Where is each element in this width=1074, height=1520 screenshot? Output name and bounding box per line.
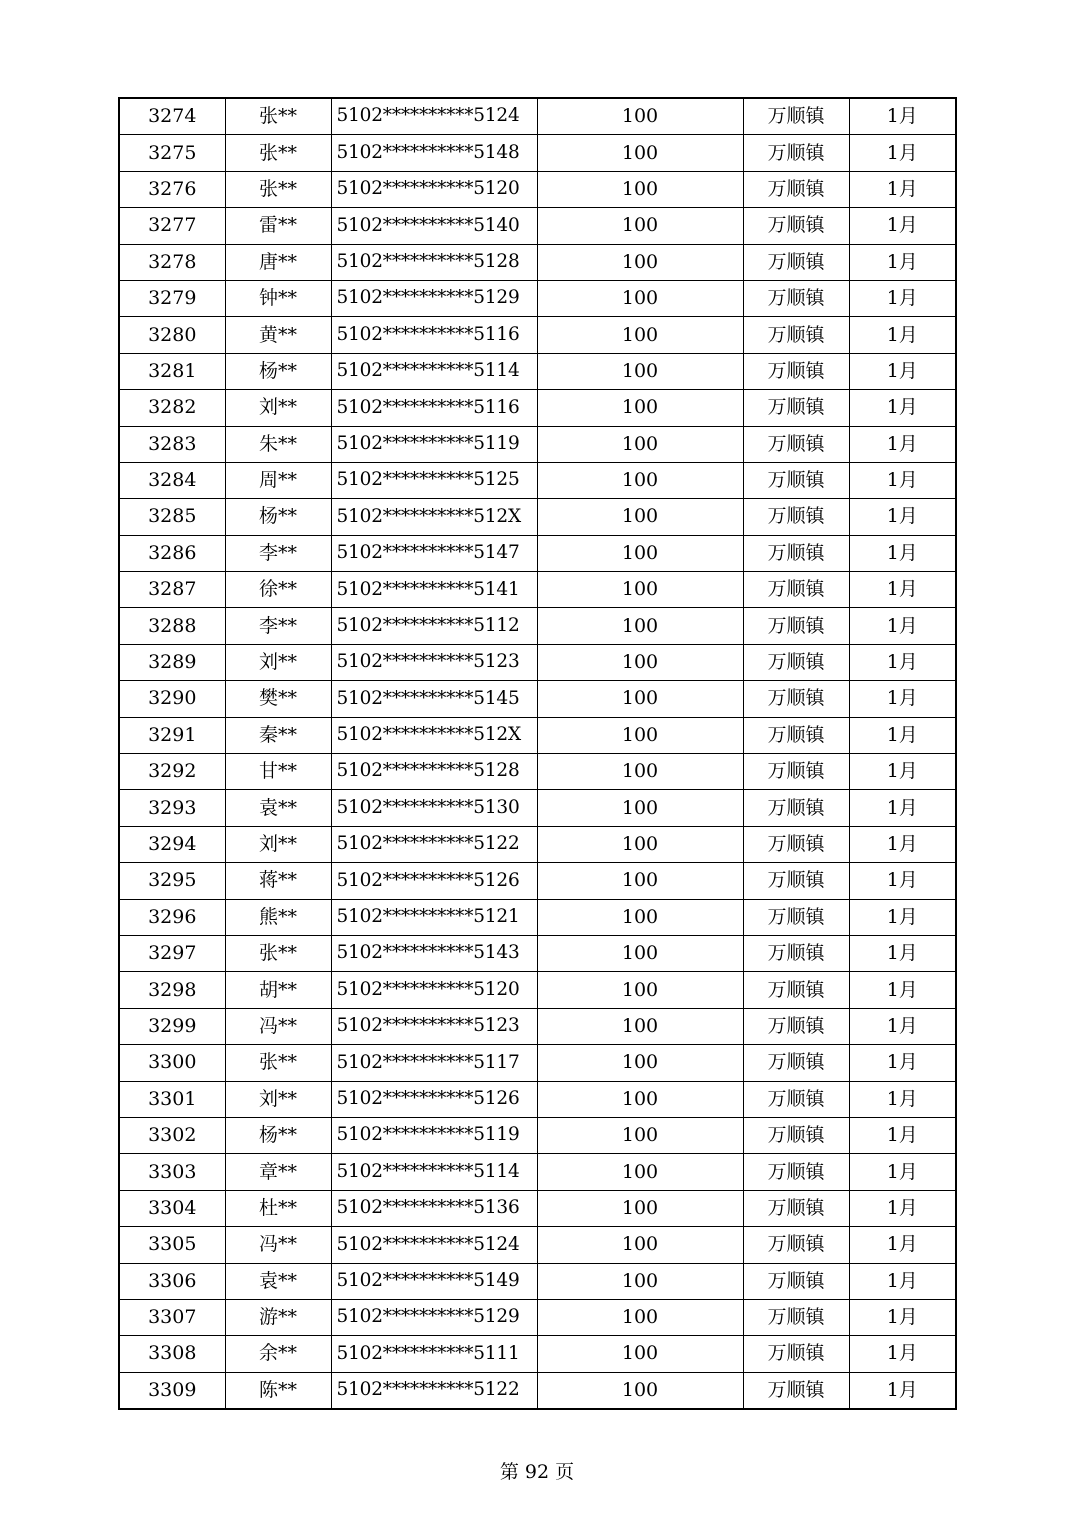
table-row bbox=[119, 1336, 956, 1372]
id-number-cell: 5102**********5126 bbox=[331, 863, 537, 899]
month-cell: 1月 bbox=[849, 644, 956, 680]
id-number-cell: 5102**********5128 bbox=[331, 754, 537, 790]
month-cell: 1月 bbox=[849, 499, 956, 535]
serial-cell: 3291 bbox=[119, 717, 225, 753]
name-cell: 樊** bbox=[225, 681, 331, 717]
town-cell: 万顺镇 bbox=[743, 317, 849, 353]
month-cell: 1月 bbox=[849, 681, 956, 717]
amount-cell: 100 bbox=[537, 244, 743, 280]
town-cell: 万顺镇 bbox=[743, 572, 849, 608]
serial-cell: 3302 bbox=[119, 1117, 225, 1153]
serial-cell: 3299 bbox=[119, 1008, 225, 1044]
month-cell: 1月 bbox=[849, 353, 956, 389]
table-row bbox=[119, 935, 956, 971]
name-cell: 刘** bbox=[225, 644, 331, 680]
records-table bbox=[118, 97, 957, 1410]
table-row bbox=[119, 681, 956, 717]
month-cell: 1月 bbox=[849, 171, 956, 207]
serial-cell: 3285 bbox=[119, 499, 225, 535]
serial-cell: 3292 bbox=[119, 754, 225, 790]
town-cell: 万顺镇 bbox=[743, 608, 849, 644]
amount-cell: 100 bbox=[537, 1045, 743, 1081]
amount-cell: 100 bbox=[537, 353, 743, 389]
serial-cell: 3283 bbox=[119, 426, 225, 462]
month-cell: 1月 bbox=[849, 135, 956, 171]
town-cell: 万顺镇 bbox=[743, 1008, 849, 1044]
id-number-cell: 5102**********5120 bbox=[331, 171, 537, 207]
serial-cell: 3294 bbox=[119, 826, 225, 862]
table-row bbox=[119, 790, 956, 826]
table-row bbox=[119, 390, 956, 426]
serial-cell: 3284 bbox=[119, 462, 225, 498]
amount-cell: 100 bbox=[537, 135, 743, 171]
table-row bbox=[119, 499, 956, 535]
table-row bbox=[119, 1372, 956, 1409]
id-number-cell: 5102**********5114 bbox=[331, 353, 537, 389]
name-cell: 章** bbox=[225, 1154, 331, 1190]
town-cell: 万顺镇 bbox=[743, 717, 849, 753]
id-number-cell: 5102**********5124 bbox=[331, 1227, 537, 1263]
serial-cell: 3301 bbox=[119, 1081, 225, 1117]
amount-cell: 100 bbox=[537, 1336, 743, 1372]
amount-cell: 100 bbox=[537, 1299, 743, 1335]
town-cell: 万顺镇 bbox=[743, 1154, 849, 1190]
town-cell: 万顺镇 bbox=[743, 1045, 849, 1081]
name-cell: 甘** bbox=[225, 754, 331, 790]
serial-cell: 3305 bbox=[119, 1227, 225, 1263]
serial-cell: 3306 bbox=[119, 1263, 225, 1299]
amount-cell: 100 bbox=[537, 608, 743, 644]
id-number-cell: 5102**********5130 bbox=[331, 790, 537, 826]
amount-cell: 100 bbox=[537, 280, 743, 316]
month-cell: 1月 bbox=[849, 572, 956, 608]
table-row bbox=[119, 572, 956, 608]
name-cell: 刘** bbox=[225, 826, 331, 862]
name-cell: 唐** bbox=[225, 244, 331, 280]
table-row bbox=[119, 1190, 956, 1226]
name-cell: 杨** bbox=[225, 353, 331, 389]
name-cell: 杨** bbox=[225, 1117, 331, 1153]
amount-cell: 100 bbox=[537, 208, 743, 244]
id-number-cell: 5102**********5119 bbox=[331, 1117, 537, 1153]
serial-cell: 3279 bbox=[119, 280, 225, 316]
town-cell: 万顺镇 bbox=[743, 462, 849, 498]
amount-cell: 100 bbox=[537, 1263, 743, 1299]
town-cell: 万顺镇 bbox=[743, 426, 849, 462]
table-row bbox=[119, 462, 956, 498]
name-cell: 陈** bbox=[225, 1372, 331, 1409]
serial-cell: 3278 bbox=[119, 244, 225, 280]
month-cell: 1月 bbox=[849, 280, 956, 316]
name-cell: 张** bbox=[225, 1045, 331, 1081]
serial-cell: 3296 bbox=[119, 899, 225, 935]
amount-cell: 100 bbox=[537, 462, 743, 498]
month-cell: 1月 bbox=[849, 1372, 956, 1409]
month-cell: 1月 bbox=[849, 317, 956, 353]
serial-cell: 3309 bbox=[119, 1372, 225, 1409]
table-row bbox=[119, 608, 956, 644]
serial-cell: 3282 bbox=[119, 390, 225, 426]
town-cell: 万顺镇 bbox=[743, 1227, 849, 1263]
id-number-cell: 5102**********5111 bbox=[331, 1336, 537, 1372]
table-row bbox=[119, 1008, 956, 1044]
id-number-cell: 5102**********5116 bbox=[331, 390, 537, 426]
town-cell: 万顺镇 bbox=[743, 826, 849, 862]
id-number-cell: 5102**********5117 bbox=[331, 1045, 537, 1081]
town-cell: 万顺镇 bbox=[743, 1299, 849, 1335]
table-row bbox=[119, 353, 956, 389]
id-number-cell: 5102**********5148 bbox=[331, 135, 537, 171]
name-cell: 蒋** bbox=[225, 863, 331, 899]
serial-cell: 3307 bbox=[119, 1299, 225, 1335]
serial-cell: 3276 bbox=[119, 171, 225, 207]
name-cell: 冯** bbox=[225, 1227, 331, 1263]
name-cell: 张** bbox=[225, 171, 331, 207]
town-cell: 万顺镇 bbox=[743, 1190, 849, 1226]
amount-cell: 100 bbox=[537, 535, 743, 571]
town-cell: 万顺镇 bbox=[743, 681, 849, 717]
month-cell: 1月 bbox=[849, 1190, 956, 1226]
id-number-cell: 5102**********5126 bbox=[331, 1081, 537, 1117]
id-number-cell: 5102**********5128 bbox=[331, 244, 537, 280]
amount-cell: 100 bbox=[537, 1372, 743, 1409]
month-cell: 1月 bbox=[849, 390, 956, 426]
serial-cell: 3286 bbox=[119, 535, 225, 571]
name-cell: 李** bbox=[225, 608, 331, 644]
serial-cell: 3289 bbox=[119, 644, 225, 680]
name-cell: 游** bbox=[225, 1299, 331, 1335]
id-number-cell: 5102**********5147 bbox=[331, 535, 537, 571]
town-cell: 万顺镇 bbox=[743, 790, 849, 826]
page-number: 第 92 页 bbox=[499, 1461, 575, 1483]
amount-cell: 100 bbox=[537, 826, 743, 862]
month-cell: 1月 bbox=[849, 1227, 956, 1263]
town-cell: 万顺镇 bbox=[743, 935, 849, 971]
table-row bbox=[119, 135, 956, 171]
id-number-cell: 5102**********512X bbox=[331, 717, 537, 753]
serial-cell: 3298 bbox=[119, 972, 225, 1008]
id-number-cell: 5102**********5145 bbox=[331, 681, 537, 717]
table-row bbox=[119, 899, 956, 935]
name-cell: 袁** bbox=[225, 790, 331, 826]
serial-cell: 3280 bbox=[119, 317, 225, 353]
name-cell: 冯** bbox=[225, 1008, 331, 1044]
town-cell: 万顺镇 bbox=[743, 899, 849, 935]
table-row bbox=[119, 754, 956, 790]
month-cell: 1月 bbox=[849, 1299, 956, 1335]
name-cell: 张** bbox=[225, 98, 331, 135]
town-cell: 万顺镇 bbox=[743, 644, 849, 680]
amount-cell: 100 bbox=[537, 644, 743, 680]
name-cell: 钟** bbox=[225, 280, 331, 316]
month-cell: 1月 bbox=[849, 826, 956, 862]
month-cell: 1月 bbox=[849, 899, 956, 935]
amount-cell: 100 bbox=[537, 390, 743, 426]
amount-cell: 100 bbox=[537, 790, 743, 826]
table-row bbox=[119, 1154, 956, 1190]
table-row bbox=[119, 717, 956, 753]
month-cell: 1月 bbox=[849, 98, 956, 135]
amount-cell: 100 bbox=[537, 98, 743, 135]
amount-cell: 100 bbox=[537, 317, 743, 353]
table-row bbox=[119, 171, 956, 207]
table-row bbox=[119, 1299, 956, 1335]
name-cell: 李** bbox=[225, 535, 331, 571]
town-cell: 万顺镇 bbox=[743, 280, 849, 316]
name-cell: 杨** bbox=[225, 499, 331, 535]
name-cell: 张** bbox=[225, 135, 331, 171]
amount-cell: 100 bbox=[537, 899, 743, 935]
town-cell: 万顺镇 bbox=[743, 499, 849, 535]
amount-cell: 100 bbox=[537, 1117, 743, 1153]
name-cell: 朱** bbox=[225, 426, 331, 462]
records-body bbox=[119, 98, 956, 1409]
month-cell: 1月 bbox=[849, 1117, 956, 1153]
month-cell: 1月 bbox=[849, 426, 956, 462]
id-number-cell: 5102**********5143 bbox=[331, 935, 537, 971]
month-cell: 1月 bbox=[849, 208, 956, 244]
month-cell: 1月 bbox=[849, 244, 956, 280]
table-row bbox=[119, 280, 956, 316]
table-row bbox=[119, 1045, 956, 1081]
serial-cell: 3304 bbox=[119, 1190, 225, 1226]
month-cell: 1月 bbox=[849, 1008, 956, 1044]
amount-cell: 100 bbox=[537, 1081, 743, 1117]
id-number-cell: 5102**********5140 bbox=[331, 208, 537, 244]
town-cell: 万顺镇 bbox=[743, 1263, 849, 1299]
table-row bbox=[119, 644, 956, 680]
town-cell: 万顺镇 bbox=[743, 1372, 849, 1409]
serial-cell: 3303 bbox=[119, 1154, 225, 1190]
table-row bbox=[119, 98, 956, 135]
name-cell: 周** bbox=[225, 462, 331, 498]
serial-cell: 3293 bbox=[119, 790, 225, 826]
id-number-cell: 5102**********5112 bbox=[331, 608, 537, 644]
amount-cell: 100 bbox=[537, 935, 743, 971]
id-number-cell: 5102**********5129 bbox=[331, 1299, 537, 1335]
id-number-cell: 5102**********5129 bbox=[331, 280, 537, 316]
serial-cell: 3295 bbox=[119, 863, 225, 899]
id-number-cell: 5102**********5119 bbox=[331, 426, 537, 462]
town-cell: 万顺镇 bbox=[743, 972, 849, 1008]
id-number-cell: 5102**********5122 bbox=[331, 1372, 537, 1409]
table-row bbox=[119, 1227, 956, 1263]
id-number-cell: 5102**********5125 bbox=[331, 462, 537, 498]
month-cell: 1月 bbox=[849, 972, 956, 1008]
table-row bbox=[119, 208, 956, 244]
name-cell: 袁** bbox=[225, 1263, 331, 1299]
amount-cell: 100 bbox=[537, 681, 743, 717]
table-row bbox=[119, 863, 956, 899]
amount-cell: 100 bbox=[537, 1227, 743, 1263]
serial-cell: 3308 bbox=[119, 1336, 225, 1372]
amount-cell: 100 bbox=[537, 972, 743, 1008]
town-cell: 万顺镇 bbox=[743, 1081, 849, 1117]
name-cell: 秦** bbox=[225, 717, 331, 753]
amount-cell: 100 bbox=[537, 499, 743, 535]
amount-cell: 100 bbox=[537, 426, 743, 462]
serial-cell: 3287 bbox=[119, 572, 225, 608]
name-cell: 刘** bbox=[225, 1081, 331, 1117]
id-number-cell: 5102**********512X bbox=[331, 499, 537, 535]
month-cell: 1月 bbox=[849, 754, 956, 790]
serial-cell: 3288 bbox=[119, 608, 225, 644]
town-cell: 万顺镇 bbox=[743, 244, 849, 280]
id-number-cell: 5102**********5121 bbox=[331, 899, 537, 935]
town-cell: 万顺镇 bbox=[743, 208, 849, 244]
town-cell: 万顺镇 bbox=[743, 754, 849, 790]
town-cell: 万顺镇 bbox=[743, 171, 849, 207]
id-number-cell: 5102**********5149 bbox=[331, 1263, 537, 1299]
table-row bbox=[119, 317, 956, 353]
id-number-cell: 5102**********5122 bbox=[331, 826, 537, 862]
month-cell: 1月 bbox=[849, 1081, 956, 1117]
amount-cell: 100 bbox=[537, 1008, 743, 1044]
amount-cell: 100 bbox=[537, 863, 743, 899]
town-cell: 万顺镇 bbox=[743, 390, 849, 426]
serial-cell: 3277 bbox=[119, 208, 225, 244]
month-cell: 1月 bbox=[849, 863, 956, 899]
name-cell: 胡** bbox=[225, 972, 331, 1008]
id-number-cell: 5102**********5123 bbox=[331, 644, 537, 680]
table-row bbox=[119, 535, 956, 571]
amount-cell: 100 bbox=[537, 717, 743, 753]
id-number-cell: 5102**********5124 bbox=[331, 98, 537, 135]
month-cell: 1月 bbox=[849, 935, 956, 971]
id-number-cell: 5102**********5123 bbox=[331, 1008, 537, 1044]
amount-cell: 100 bbox=[537, 572, 743, 608]
table-row bbox=[119, 826, 956, 862]
name-cell: 张** bbox=[225, 935, 331, 971]
serial-cell: 3297 bbox=[119, 935, 225, 971]
town-cell: 万顺镇 bbox=[743, 535, 849, 571]
month-cell: 1月 bbox=[849, 717, 956, 753]
name-cell: 徐** bbox=[225, 572, 331, 608]
name-cell: 熊** bbox=[225, 899, 331, 935]
amount-cell: 100 bbox=[537, 1190, 743, 1226]
serial-cell: 3274 bbox=[119, 98, 225, 135]
table-row bbox=[119, 426, 956, 462]
month-cell: 1月 bbox=[849, 535, 956, 571]
town-cell: 万顺镇 bbox=[743, 863, 849, 899]
town-cell: 万顺镇 bbox=[743, 135, 849, 171]
serial-cell: 3290 bbox=[119, 681, 225, 717]
town-cell: 万顺镇 bbox=[743, 353, 849, 389]
month-cell: 1月 bbox=[849, 1154, 956, 1190]
name-cell: 刘** bbox=[225, 390, 331, 426]
table-row bbox=[119, 1117, 956, 1153]
town-cell: 万顺镇 bbox=[743, 1336, 849, 1372]
town-cell: 万顺镇 bbox=[743, 1117, 849, 1153]
month-cell: 1月 bbox=[849, 1263, 956, 1299]
id-number-cell: 5102**********5141 bbox=[331, 572, 537, 608]
name-cell: 杜** bbox=[225, 1190, 331, 1226]
amount-cell: 100 bbox=[537, 1154, 743, 1190]
serial-cell: 3275 bbox=[119, 135, 225, 171]
id-number-cell: 5102**********5120 bbox=[331, 972, 537, 1008]
id-number-cell: 5102**********5136 bbox=[331, 1190, 537, 1226]
amount-cell: 100 bbox=[537, 171, 743, 207]
town-cell: 万顺镇 bbox=[743, 98, 849, 135]
name-cell: 黄** bbox=[225, 317, 331, 353]
month-cell: 1月 bbox=[849, 608, 956, 644]
month-cell: 1月 bbox=[849, 790, 956, 826]
table-row bbox=[119, 244, 956, 280]
table-row bbox=[119, 1081, 956, 1117]
name-cell: 雷** bbox=[225, 208, 331, 244]
table-row bbox=[119, 972, 956, 1008]
month-cell: 1月 bbox=[849, 1045, 956, 1081]
month-cell: 1月 bbox=[849, 462, 956, 498]
id-number-cell: 5102**********5116 bbox=[331, 317, 537, 353]
serial-cell: 3281 bbox=[119, 353, 225, 389]
table-row bbox=[119, 1263, 956, 1299]
name-cell: 余** bbox=[225, 1336, 331, 1372]
serial-cell: 3300 bbox=[119, 1045, 225, 1081]
id-number-cell: 5102**********5114 bbox=[331, 1154, 537, 1190]
month-cell: 1月 bbox=[849, 1336, 956, 1372]
amount-cell: 100 bbox=[537, 754, 743, 790]
